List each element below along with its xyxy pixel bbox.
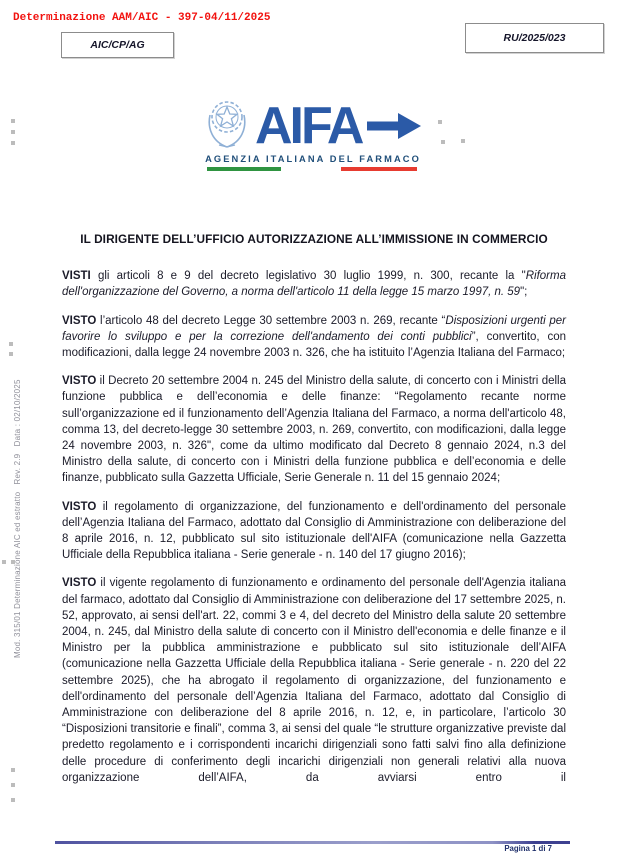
paragraph-text: ";	[520, 286, 528, 299]
visto-paragraph-2	[62, 313, 566, 362]
paragraph-text: l’articolo 48 del decreto Legge 30 settembre 2003 n. 269, recante “	[96, 314, 446, 327]
flag-white-segment	[281, 167, 341, 171]
paragraph-lead: VISTI	[62, 270, 91, 283]
scan-artifact-dot	[11, 119, 15, 123]
paragraph-italic-text: Disposizioni urgenti per favorire lo sviluppo e per la correzione dell'andamento dei conti pubblici	[62, 314, 566, 343]
paragraph-lead: VISTO	[62, 314, 97, 327]
classification-code: AIC/CP/AG	[90, 39, 145, 51]
flag-red-segment	[341, 167, 417, 171]
aifa-logo-subtitle: AGENZIA ITALIANA DEL FARMACO	[205, 154, 421, 164]
aifa-wordmark	[255, 99, 421, 151]
classification-box	[61, 32, 174, 58]
visto-paragraph-5	[62, 575, 566, 786]
paragraph-lead: VISTO	[62, 577, 97, 590]
flag-green-segment	[207, 167, 281, 171]
aifa-logo	[205, 95, 421, 171]
aifa-arrow-head-icon	[398, 113, 421, 139]
aifa-logo-row	[205, 95, 421, 151]
aifa-wordmark-text: AIFA	[255, 99, 362, 151]
scan-artifact-dot	[11, 783, 15, 787]
scan-artifact-dot	[2, 560, 6, 564]
document-side-label: Mod. 315/01 Determinazione AIC ed estratto Rev. 2.9 Data : 02/10/2025	[13, 379, 22, 658]
scan-artifact-dot	[11, 798, 15, 802]
paragraph-text: il vigente regolamento di funzionamento e ordinamento del personale dell'Agenzia italiana del farmaco, adottato dal Consiglio di Amministrazione con deliberazione del 17 settembre 2025, n. 52, approvato, ai sensi dell'art. 22, commi 3 e 4, del decreto del Ministro della salute 20 settembre 2004, n. 245, dal Ministro della salute di concerto con il Ministro dell'economia e delle finanze e il Ministro per la pubblica amministrazione e pubblicato sul sito istituzionale dell’AIFA (comunicazione nella Gazzetta Ufficiale della Repubblica italiana - Serie generale - n. 220 del 22 settembre 2025), che ha abrogato il regolamento di organizzazione, del funzionamento e dell'ordinamento del personale dell’Agenzia Italiana del Farmaco, adottato dal Consiglio di Amministrazione con deliberazione del 8 aprile 2016, n. 12, e, in particolare, l’articolo 30 “Disposizioni transitorie e finali”, comma 3, ai sensi del quale “le strutture organizzative previste dal predetto regolamento e i corrispondenti incarichi dirigenziali sono fatti salvi fino alla definizione delle procedure di conferimento degli incarichi dirigenziali non generali relativi alla nuova organizzazione dell’AIFA, da avviarsi entro il	[62, 577, 566, 784]
protocol-code: RU/2025/023	[503, 32, 566, 44]
page-number: Pagina 1 di 7	[504, 844, 552, 853]
visto-paragraph-4	[62, 499, 566, 564]
visto-paragraph-3	[62, 373, 566, 486]
italian-republic-emblem-icon	[205, 95, 249, 151]
protocol-box	[465, 23, 604, 53]
scan-artifact-dot	[438, 120, 442, 124]
determination-reference: Determinazione AAM/AIC - 397-04/11/2025	[13, 12, 271, 24]
scan-artifact-dot	[461, 139, 465, 143]
scan-artifact-dot	[441, 140, 445, 144]
scan-artifact-dot	[11, 130, 15, 134]
visto-paragraph-1	[62, 268, 566, 300]
italian-flag-bar	[207, 167, 417, 171]
paragraph-lead: VISTO	[62, 375, 97, 388]
paragraph-lead: VISTO	[62, 500, 97, 513]
document-body	[62, 231, 566, 786]
paragraph-text: gli articoli 8 e 9 del decreto legislativo 30 luglio 1999, n. 300, recante la "	[90, 270, 526, 283]
paragraph-text: ”, convertito, con modificazioni, dalla legge 24 novembre 2003 n. 326, che ha istituito l’Agenzia Italiana del Farmaco;	[62, 330, 566, 360]
document-heading: IL DIRIGENTE DELL’UFFICIO AUTORIZZAZIONE ALL’IMMISSIONE IN COMMERCIO	[80, 232, 548, 246]
paragraph-text: il regolamento di organizzazione, del funzionamento e dell'ordinamento del personale dell’Agenzia Italiana del Farmaco, adottato dal Consiglio di Amministrazione con deliberazione del 8 aprile 2016, n. 12, pubblicato sul sito istituzionale dell'AIFA (comunicazione nella Gazzetta Ufficiale della Repubblica italiana - Serie generale - n. 140 del 17 giugno 2016);	[62, 500, 566, 562]
paragraph-italic-text: Riforma dell'organizzazione del Governo, a norma dell'articolo 11 della legge 15 marzo 1997, n. 59	[62, 270, 566, 299]
scan-artifact-dot	[11, 141, 15, 145]
paragraph-text: il Decreto 20 settembre 2004 n. 245 del Ministro della salute, di concerto con i Ministri della funzione pubblica e dell’economia e delle finanze: “Regolamento recante norme sull’organizzazione ed il funzionamento dell’Agenzia Italiana del Farmaco, a norma dell'articolo 48, comma 13, del decreto-legge 30 settembre 2003, n. 269, convertito, con modificazioni, dalla legge 24 novembre 2003, n. 326", come da ultimo modificato dal Decreto 8 gennaio 2024, n.3 del Ministro della salute, di concerto con i Ministri della funzione pubblica e dell’economia e delle finanze, pubblicato sulla Gazzetta Ufficiale, Serie Generale n. 11 del 15 gennaio 2024;	[62, 375, 566, 485]
scan-artifact-dot	[11, 768, 15, 772]
